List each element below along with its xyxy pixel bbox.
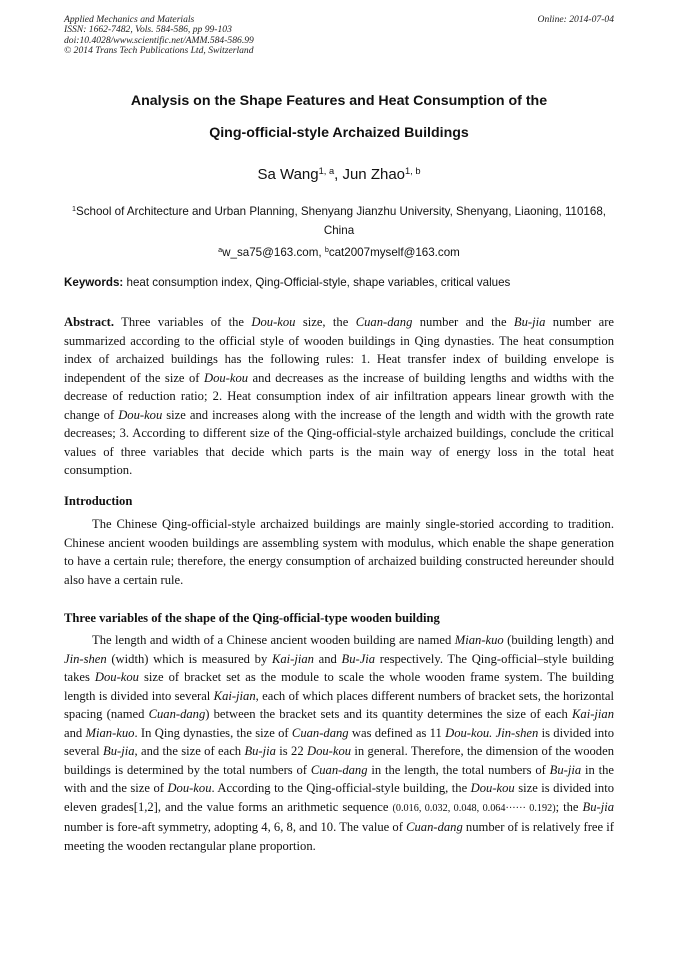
text-run: and decreases as the increase of building lengths and widths with the decrease of reduction ratio; 2. Heat consumption index of air infiltration appears linear growth with the change of xyxy=(64,370,614,422)
paper-title-line-1: Analysis on the Shape Features and Heat Consumption of the xyxy=(130,93,548,109)
author-affiliation-mark: 1, b xyxy=(405,165,421,176)
italic-term: Mian-kuo xyxy=(454,633,504,647)
text-run: The length and width of a Chinese ancient wooden building are named xyxy=(92,633,455,647)
author-name: Sa Wang xyxy=(257,166,319,183)
email-mark: b xyxy=(324,245,329,255)
author-affiliation-mark: 1, a xyxy=(318,165,335,176)
text-run: ; the xyxy=(555,799,583,814)
text-run: number and the xyxy=(412,315,514,329)
italic-term: Cuan-dang xyxy=(291,725,349,740)
text-run: in general. Therefore, the dimension of the wooden buildings is determined by the total numbers of xyxy=(64,744,614,777)
text-run: is 22 xyxy=(275,744,307,759)
email-mark: a xyxy=(218,245,223,255)
text-run: is divided into several xyxy=(64,725,614,759)
italic-term: Bu-jia xyxy=(549,762,582,777)
italic-term: Dou-kou xyxy=(118,407,163,422)
text-run: number is fore-aft symmetry, adopting 4, 6, 8, and 10. The value of xyxy=(64,820,407,835)
online-date: Online: 2014-07-04 xyxy=(537,14,614,25)
author-separator: , xyxy=(334,166,343,183)
italic-term: Dou-kou. Jin-shen xyxy=(445,725,539,740)
text-run: size, the xyxy=(295,315,356,329)
italic-term: Dou-kou xyxy=(167,781,212,796)
italic-term: Cuan-dang xyxy=(148,707,206,722)
abstract-paragraph xyxy=(64,313,614,480)
text-run: , and the size of each xyxy=(134,744,245,759)
text-run: Three variables of the xyxy=(114,315,252,329)
issn-line: ISSN: 1662-7482, Vols. 584-586, pp 99-103 xyxy=(64,24,232,36)
text-run: respectively. The Qing-official–style building takes xyxy=(64,651,614,685)
text-run: (width) which is measured by xyxy=(106,651,272,666)
email-link[interactable]: cat2007myself@163.com xyxy=(328,246,460,259)
italic-term: Jin-shen xyxy=(64,651,107,666)
italic-term: Cuan-dang xyxy=(310,762,368,777)
journal-header xyxy=(64,15,254,57)
section-heading: Three variables of the shape of the Qing-official-type wooden building xyxy=(64,611,440,625)
text-run: ) between the bracket sets and its quantity determines the size of each xyxy=(205,707,573,722)
text-run: , each of which places different numbers of bracket sets, the horizontal spacing (named xyxy=(64,688,614,722)
author-name: Jun Zhao xyxy=(342,166,406,183)
text-run: (building length) and xyxy=(503,633,614,647)
text-run: was defined as 11 xyxy=(348,725,446,740)
italic-term: Kai-jian xyxy=(271,651,314,666)
italic-term: Dou-kou xyxy=(251,315,296,329)
italic-term: Dou-kou xyxy=(470,781,515,796)
affiliation-text: School of Architecture and Urban Planning, Shenyang Jianzhu University, Shenyang, Liaoning, 110168, China xyxy=(75,205,606,237)
journal-name: Applied Mechanics and Materials xyxy=(64,14,195,25)
text-run: and xyxy=(313,651,342,666)
italic-term: Bu-jia xyxy=(582,799,615,814)
text-run: . In Qing dynasties, the size of xyxy=(134,725,292,740)
italic-term: Cuan-dang xyxy=(406,820,463,835)
copyright-line: © 2014 Trans Tech Publications Ltd, Switzerland xyxy=(64,45,254,57)
text-run: . According to the Qing-official-style building, the xyxy=(211,781,471,796)
text-run: in the with and the size of xyxy=(64,762,614,796)
keywords-text: heat consumption index, Qing-Official-style, shape variables, critical values xyxy=(123,276,511,289)
italic-term: Bu-jia xyxy=(103,744,135,759)
text-run: number are summarized according to the official style of wooden buildings in Qing dynasties. The heat consumption index of archaized buildings has the following rules: 1. Heat transfer index of building envelope is independent of the size of xyxy=(64,315,615,385)
author-emails xyxy=(64,246,614,260)
text-run: number of is relatively free if meeting the wooden rectangular plane proportion. xyxy=(64,820,614,854)
italic-term: Dou-kou xyxy=(306,744,352,759)
keywords-label: Keywords: xyxy=(64,276,124,289)
introduction-heading: Introduction xyxy=(64,494,133,508)
text-run: and xyxy=(64,725,86,740)
italic-term: Cuan-dang xyxy=(355,315,413,329)
text-run: size and increases along with the increase of the length and width with the growth rate decreases; 3. According to different size of the Qing-official-style archaized buildings, conclude the critical values of three variables that decide which parts is the main way of energy loss in the total heat consumption. xyxy=(64,407,614,478)
text-run: in the length, the total numbers of xyxy=(367,762,550,777)
italic-term: Dou-kou xyxy=(203,370,249,385)
italic-term: Kai-jian xyxy=(213,688,256,703)
italic-term: Kai-jian xyxy=(572,707,615,722)
doi-line[interactable]: doi:10.4028/www.scientific.net/AMM.584-586.99 xyxy=(64,34,254,46)
abstract-label: Abstract. xyxy=(64,315,115,329)
text-run: size of bracket set as the module to scale the whole wooden frame system. The building length is divided into several xyxy=(64,670,614,703)
affiliation-mark: 1 xyxy=(71,204,76,214)
italic-term: Dou-kou xyxy=(94,670,139,685)
paper-title-line-2: Qing-official-style Archaized Buildings xyxy=(209,125,469,141)
italic-term: Bu-jia xyxy=(513,315,546,329)
introduction-paragraph: The Chinese Qing-official-style archaized buildings are mainly single-storied according to tradition. Chinese ancient wooden buildings are assembling system with modulus, which enable the shape generation to have a certain rule; therefore, the energy consumption of archaized building constructed hereunder should also have a certain rule. xyxy=(64,517,614,587)
email-link[interactable]: w_sa75@163.com, xyxy=(222,246,325,259)
text-run: size is divided into eleven grades[1,2], and the value forms an arithmetic sequence xyxy=(64,781,614,814)
author-list xyxy=(40,166,638,184)
sequence-values: (0.016, 0.032, 0.048, 0.064······ 0.192) xyxy=(392,802,556,814)
section-paragraph xyxy=(64,631,614,856)
italic-term: Bu-Jia xyxy=(341,651,376,666)
affiliation xyxy=(64,203,614,240)
italic-term: Bu-jia xyxy=(244,744,276,759)
keywords xyxy=(64,276,614,290)
italic-term: Mian-kuo xyxy=(85,725,135,740)
